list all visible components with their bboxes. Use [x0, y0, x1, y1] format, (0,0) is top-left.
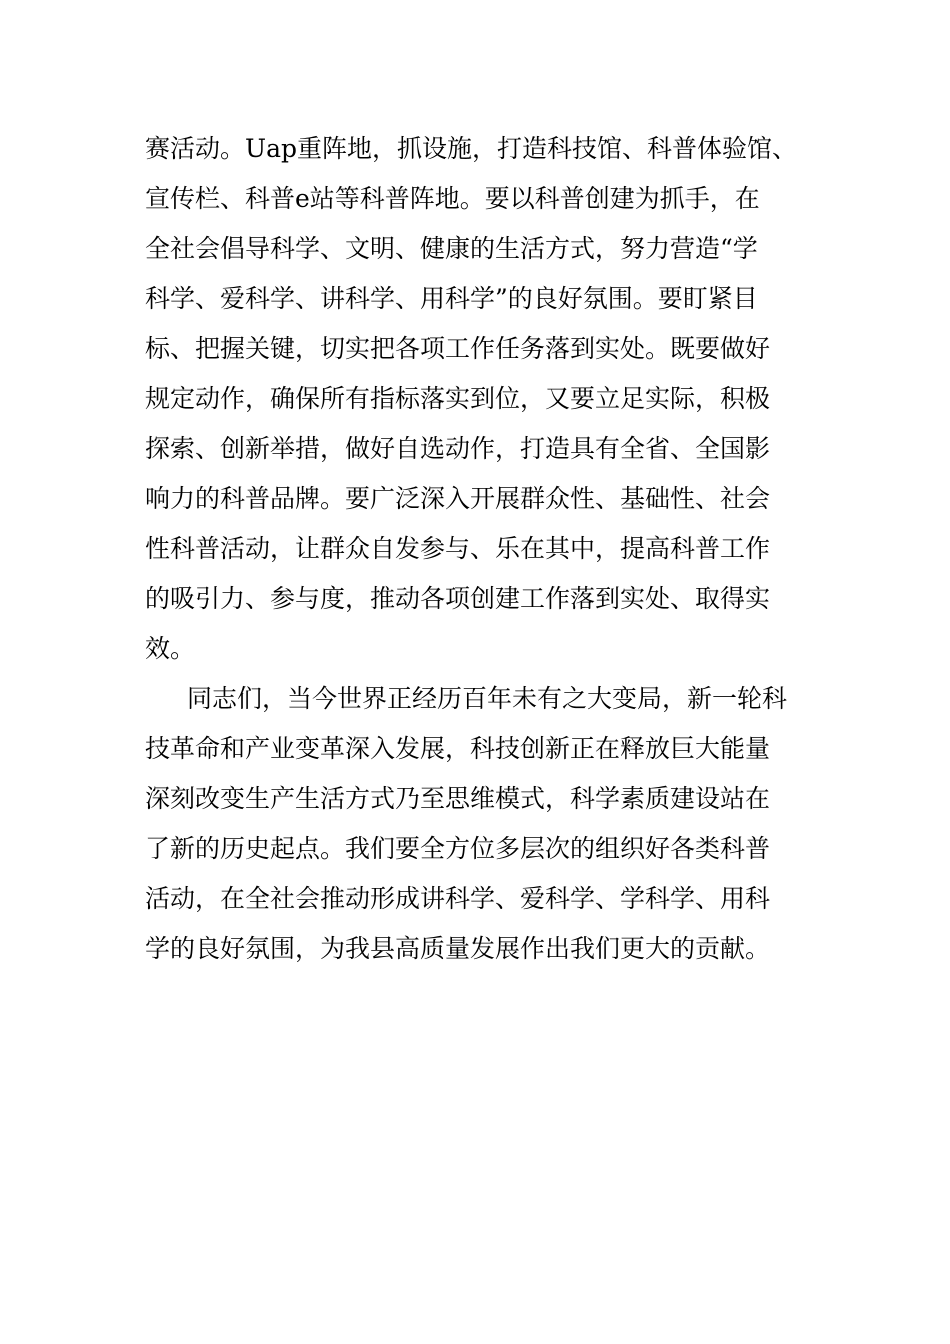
text-line: 活动，在全社会推动形成讲科学、爱科学、学科学、用科 [145, 884, 771, 913]
text-line: 探索、创新举措，做好自选动作，打造具有全省、全国影 [145, 434, 771, 463]
text-line: 标、把握关键，切实把各项工作任务落到实处。既要做好 [145, 334, 771, 363]
text-line: 的吸引力、参与度，推动各项创建工作落到实处、取得实 [145, 584, 771, 613]
body-text [145, 124, 815, 974]
paragraph-2 [145, 674, 815, 974]
text-line: 技革命和产业变革深入发展，科技创新正在释放巨大能量 [145, 734, 771, 763]
text-line: 深刻改变生产生活方式乃至思维模式，科学素质建设站在 [145, 784, 771, 813]
text-line: 效。 [145, 634, 196, 663]
text-line: 响力的科普品牌。要广泛深入开展群众性、基础性、社会 [145, 484, 771, 513]
text-line: 宣传栏、科普e站等科普阵地。要以科普创建为抓手，在 [145, 184, 760, 213]
text-line: 学的良好氛围，为我县高质量发展作出我们更大的贡献。 [145, 934, 771, 963]
text-line: 赛活动。Uap重阵地，抓设施，打造科技馆、科普体验馆、 [145, 134, 797, 163]
paragraph-1 [145, 124, 815, 674]
text-line: 同志们，当今世界正经历百年未有之大变局，新一轮科 [187, 684, 788, 713]
text-line: 性科普活动，让群众自发参与、乐在其中，提高科普工作 [145, 534, 771, 563]
text-line: 全社会倡导科学、文明、健康的生活方式，努力营造“学 [145, 234, 758, 263]
text-line: 科学、爱科学、讲科学、用科学”的良好氛围。要盯紧目 [145, 284, 758, 313]
text-line: 了新的历史起点。我们要全方位多层次的组织好各类科普 [145, 834, 771, 863]
text-line: 规定动作，确保所有指标落实到位，又要立足实际，积极 [145, 384, 771, 413]
